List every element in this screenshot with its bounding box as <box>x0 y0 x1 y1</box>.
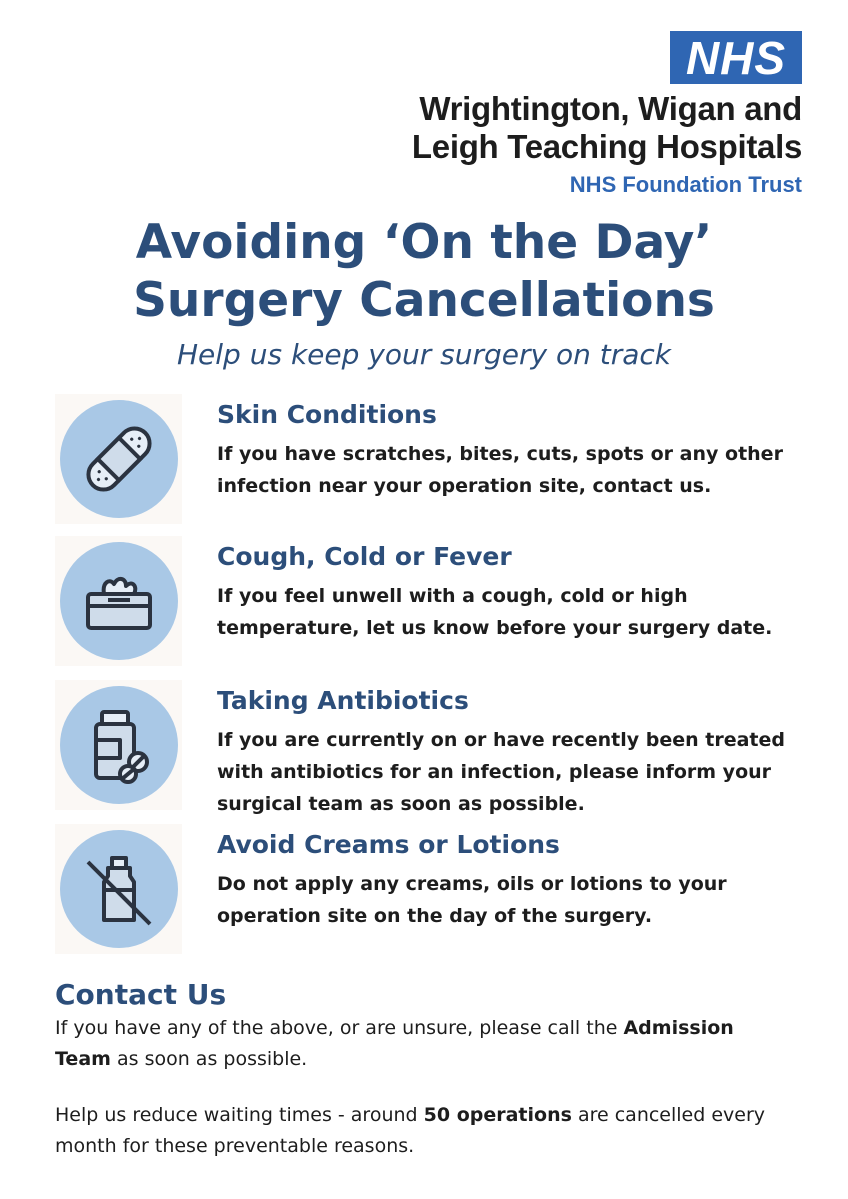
medicine-bottle-icon <box>74 700 164 790</box>
icon-circle <box>60 686 178 804</box>
page-subtitle: Help us keep your surgery on track <box>176 338 672 371</box>
tissue-box-icon <box>74 556 164 646</box>
icon-circle <box>60 830 178 948</box>
no-lotion-icon <box>74 844 164 934</box>
title-line2: Surgery Cancellations <box>133 273 715 328</box>
page-title <box>0 214 848 330</box>
icon-tile <box>55 394 182 524</box>
contact-paragraph-1 <box>55 1013 795 1075</box>
contact-paragraph-2 <box>55 1100 795 1162</box>
item-text: Do not apply any creams, oils or lotions to your operation site on the day of the surgery. <box>217 873 727 927</box>
nhs-logo: NHS <box>670 31 802 84</box>
item-title: Cough, Cold or Fever <box>217 542 512 571</box>
icon-tile <box>55 680 182 810</box>
icon-circle <box>60 400 178 518</box>
contact-p1-text-end: as soon as possible. <box>110 1048 308 1070</box>
icon-tile <box>55 824 182 954</box>
icon-circle <box>60 542 178 660</box>
contact-p1-text: If you have any of the above, or are unsure, please call the <box>55 1017 624 1039</box>
trust-name-line2: Leigh Teaching Hospitals <box>411 128 802 165</box>
item-text: If you are currently on or have recently been treated with antibiotics for an infection, please inform your surgical team as soon as possible. <box>217 729 785 815</box>
admission-team-label: Admission Team <box>55 1017 734 1070</box>
title-line1: Avoiding ‘On the Day’ <box>135 215 713 270</box>
bandage-icon <box>74 414 164 504</box>
trust-name-line1: Wrightington, Wigan and <box>419 90 802 127</box>
trust-subtitle: NHS Foundation Trust <box>569 172 802 197</box>
operations-count: 50 operations <box>423 1104 572 1126</box>
trust-name <box>412 90 802 166</box>
item-title: Avoid Creams or Lotions <box>217 830 560 859</box>
contact-p2-text: Help us reduce waiting times - around <box>55 1104 424 1126</box>
item-text: If you feel unwell with a cough, cold or high temperature, let us know before your surgery date. <box>217 585 773 639</box>
icon-tile <box>55 536 182 666</box>
item-title: Taking Antibiotics <box>217 686 469 715</box>
contact-title: Contact Us <box>55 978 227 1011</box>
item-title: Skin Conditions <box>217 400 437 429</box>
contact-p2-text-end: are cancelled every month for these preventable reasons. <box>55 1104 766 1157</box>
item-text: If you have scratches, bites, cuts, spots or any other infection near your operation site, contact us. <box>217 443 783 497</box>
